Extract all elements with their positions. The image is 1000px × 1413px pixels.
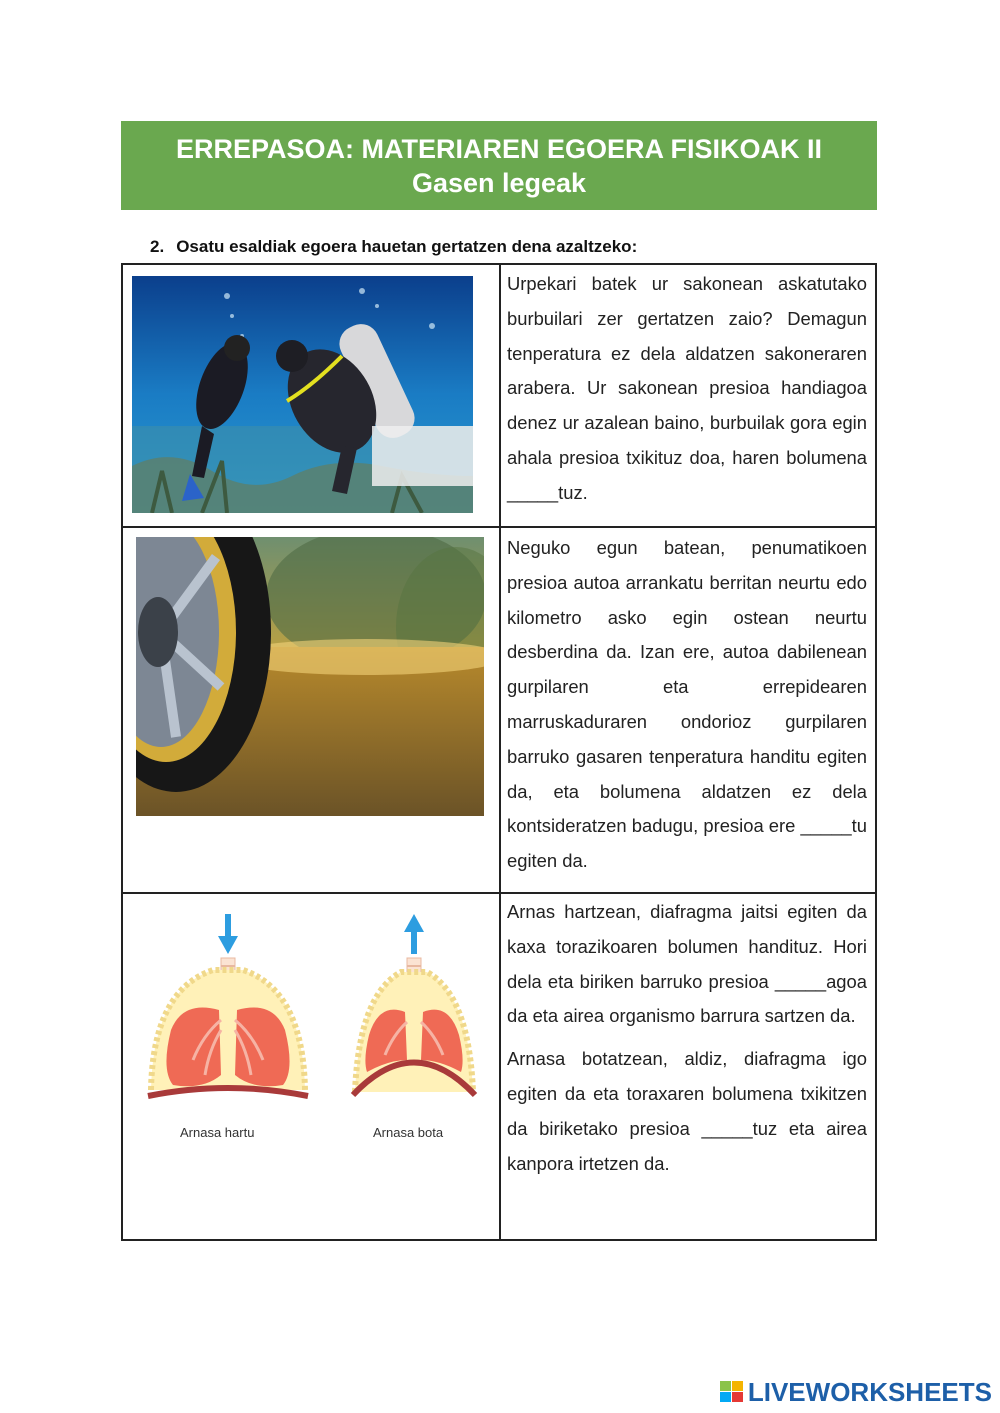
question-heading [150,237,637,257]
table-row [123,894,875,1239]
brand-text: LIVEWORKSHEETS [747,1376,992,1407]
lungs-exhale-diagram [349,910,479,1110]
car-tire-road-image [136,537,484,816]
page-subtitle: Gasen legeak [411,168,587,198]
divers-underwater-image [132,276,473,513]
answer-text-2 [507,531,867,887]
paragraph: Arnasa botatzean, aldiz, diafragma igo egiten da eta toraxaren bolumena txikitzen da biriketako presioa _____tuz eta airea kanpora irtetzen da. [507,1048,867,1174]
page-title: ERREPASOA: MATERIAREN EGOERA FISIKOAK II [175,134,823,164]
lung-label-exhale: Arnasa bota [373,1125,444,1140]
liveworksheets-logo [720,1377,992,1407]
paragraph: Arnas hartzean, diafragma jaitsi egiten da kaxa torazikoaren bolumen handituz. Hori dela eta biriken barruko presioa _____agoa da eta airea organismo barrura sartzen da. [507,901,867,1027]
exercise-table [121,263,877,1241]
table-row [123,265,875,528]
question-text: Osatu esaldiak egoera hauetan gertatzen dena azaltzeko: [176,237,638,256]
brand-icon [720,1381,744,1403]
paragraph: Neguko egun batean, penumatikoen presioa autoa arrankatu berritan neurtu edo kilometro asko egin ostean neurtu desberdina da. Izan ere, autoa dabilenean gurpilaren eta errepidearen marruskaduraren ondorioz gurpilaren barruko gasaren tenperatura handitu egiten da, eta bolumena aldatzen ez dela kontsideratzen badugu, presioa ere _____tu egiten da. [507,537,867,872]
lungs-inhale-diagram [143,910,313,1110]
answer-text-3 [507,895,867,1189]
question-number: 2. [150,237,165,256]
lung-label-inhale: Arnasa hartu [180,1125,255,1140]
paragraph: Urpekari batek ur sakonean askatutako burbuilari zer gertatzen zaio? Demagun tenperatura ez dela aldatzen sakoneraren arabera. Ur sakonean presioa handiagoa denez ur azalean baino, burbuilak gora egin ahala presioa txikituz doa, haren bolumena _____tuz. [507,273,867,503]
title-banner [121,121,877,210]
answer-text-1 [507,267,867,519]
table-row [123,528,875,894]
